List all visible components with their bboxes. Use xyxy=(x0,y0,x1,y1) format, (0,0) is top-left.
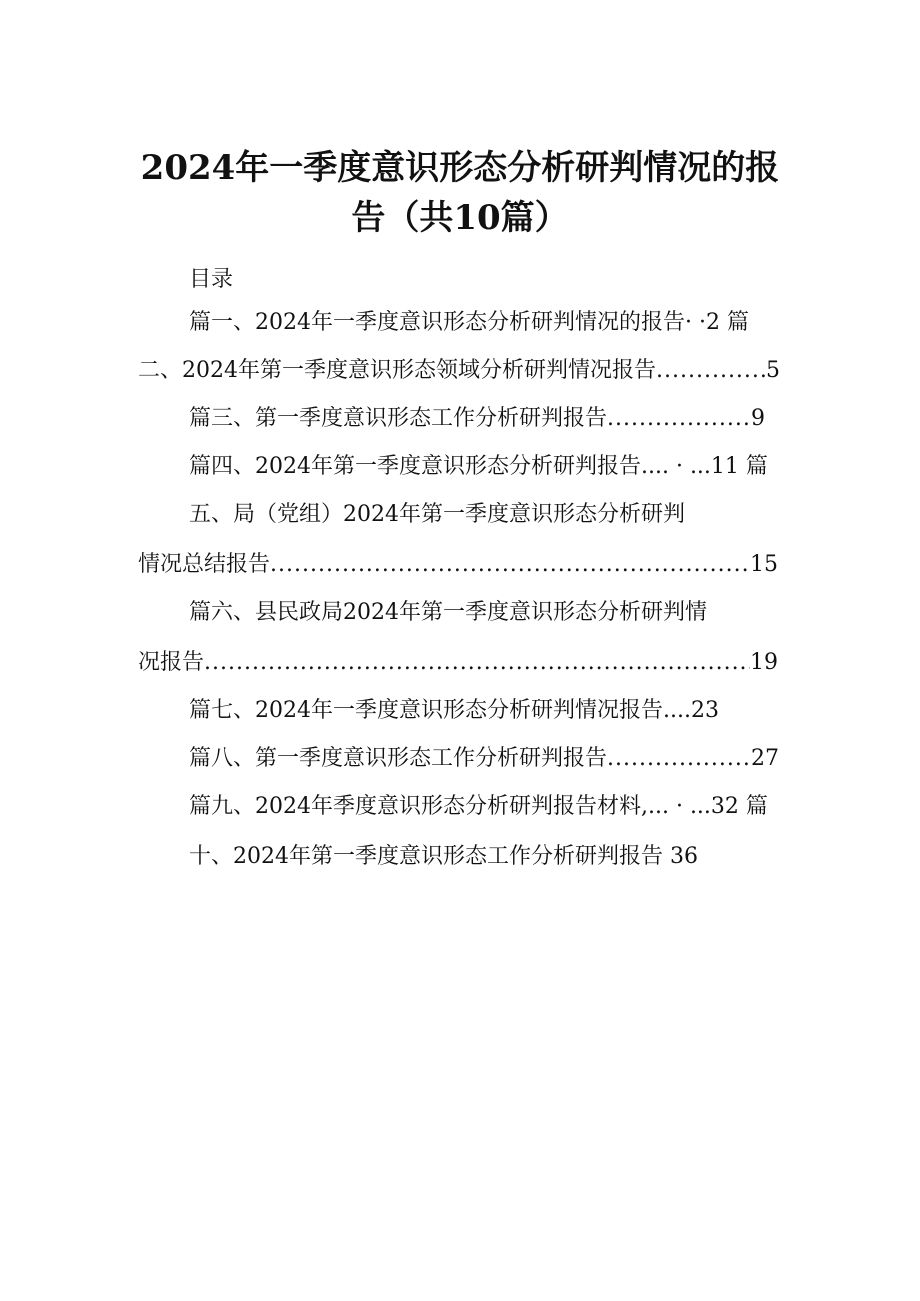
toc-entry-text: 情况总结报告 xyxy=(138,552,271,577)
toc-heading: 目录 xyxy=(189,267,234,292)
toc-page-number: 5 xyxy=(766,358,780,383)
dot-leader xyxy=(204,648,750,678)
toc-entry-text: 二、2024年第一季度意识形态领域分析研判情况报告 xyxy=(138,358,656,383)
toc-entry[interactable] xyxy=(189,404,765,434)
toc-entry[interactable] xyxy=(189,842,698,872)
dot-leader xyxy=(270,550,750,580)
toc-page-number: 19 xyxy=(750,650,778,675)
toc-entry-text: 篇三、第一季度意识形态工作分析研判报告 xyxy=(189,406,608,431)
toc-entry-text: 况报告 xyxy=(138,650,205,675)
toc-entry-text: 篇六、县民政局2024年第一季度意识形态分析研判情 xyxy=(189,600,707,625)
toc-page-number: 9 xyxy=(751,406,765,431)
toc-entry-text: 篇一、2024年一季度意识形态分析研判情况的报告· ·2 篇 xyxy=(189,310,749,335)
toc-entry[interactable] xyxy=(189,308,749,338)
toc-entry-text: 篇九、2024年季度意识形态分析研判报告材料,... · ...32 篇 xyxy=(189,794,768,819)
dot-leader xyxy=(607,744,751,774)
toc-page-number: 27 xyxy=(751,746,779,771)
toc-entry[interactable] xyxy=(138,648,778,678)
toc-entry[interactable] xyxy=(189,696,719,726)
toc-entry-text: 篇七、2024年一季度意识形态分析研判情况报告....23 xyxy=(189,698,719,723)
toc-entry-text: 十、2024年第一季度意识形态工作分析研判报告 36 xyxy=(189,844,698,869)
document-title-line-1: 2024年一季度意识形态分析研判情况的报 xyxy=(140,148,780,188)
dot-leader xyxy=(656,356,766,386)
toc-entry-text: 篇四、2024年第一季度意识形态分析研判报告.... · ...11 篇 xyxy=(189,454,768,479)
document-title-line-2: 告（共10篇） xyxy=(351,198,569,238)
toc-page-number: 15 xyxy=(750,552,778,577)
toc-entry[interactable] xyxy=(189,452,768,482)
toc-entry-text: 五、局（党组）2024年第一季度意识形态分析研判 xyxy=(189,502,685,527)
toc-entry[interactable] xyxy=(138,550,778,580)
toc-entry[interactable] xyxy=(189,792,768,822)
toc-entry[interactable] xyxy=(138,356,780,386)
toc-entry[interactable] xyxy=(189,744,779,774)
toc-entry[interactable] xyxy=(189,500,685,530)
toc-entry[interactable] xyxy=(189,598,707,628)
dot-leader xyxy=(607,404,751,434)
toc-entry-text: 篇八、第一季度意识形态工作分析研判报告 xyxy=(189,746,608,771)
